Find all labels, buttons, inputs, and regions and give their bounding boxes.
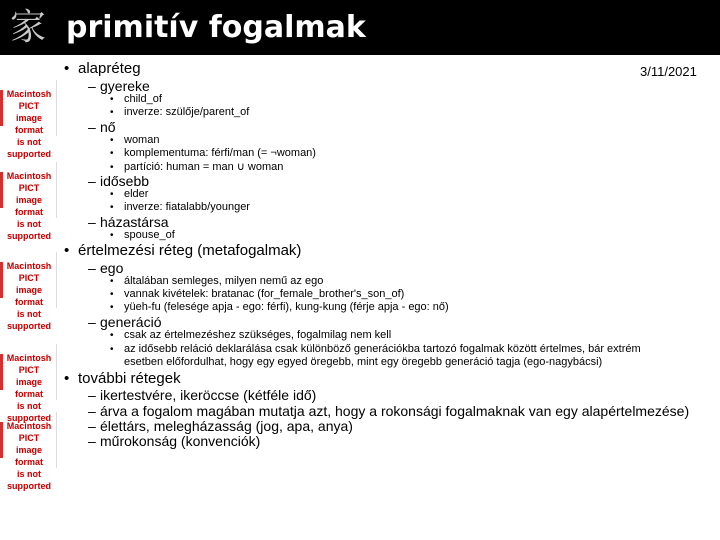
outline-item-l3: • vannak kivételek: bratanac (for_female_brother's_son_of) xyxy=(110,288,405,300)
placeholder-text: Macintosh PICT image format is not supported xyxy=(6,421,52,491)
placeholder-text: Macintosh PICT image format is not supported xyxy=(6,89,52,159)
pict-placeholder-5 xyxy=(0,412,57,491)
outline-item-l1: • alapréteg xyxy=(64,60,141,77)
outline-item-l2: – ego xyxy=(88,260,124,276)
outline-item-l3: • elder xyxy=(110,188,149,200)
outline-item-l3: • az idősebb reláció deklarálása csak különböző generációkba tartozó fogalmak között értelmes, bár extrém xyxy=(110,343,641,355)
outline-item-l3: • spouse_of xyxy=(110,229,175,241)
outline-item-l3-continuation: esetben előfordulhat, hogy egy egyed öregebb, mint egy öregebb generáció tagja (ego-nagybácsi) xyxy=(124,356,603,368)
outline-item-l3: • inverze: fiatalabb/younger xyxy=(110,201,250,213)
outline-item-l3: • woman xyxy=(110,134,160,146)
outline-item-l3: • általában semleges, milyen nemű az ego xyxy=(110,275,324,287)
placeholder-text: Macintosh PICT image format is not supported xyxy=(6,261,52,331)
outline-item-l3: • komplementuma: férfi/man (= ¬woman) xyxy=(110,147,316,159)
outline-item-l3: • inverze: szülője/parent_of xyxy=(110,106,250,118)
outline-item-l2: – nő xyxy=(88,119,116,135)
outline-item-l2: – élettárs, melegházasság (jog, apa, anya) xyxy=(88,418,353,434)
outline-item-l2: – ikertestvére, ikeröccse (kétféle idő) xyxy=(88,387,317,403)
pict-placeholder-2 xyxy=(0,162,57,241)
placeholder-text: Macintosh PICT image format is not supported xyxy=(6,353,52,423)
outline-item-l2: – gyereke xyxy=(88,78,150,94)
placeholder-text: Macintosh PICT image format is not supported xyxy=(6,171,52,241)
page-title: primitív fogalmak xyxy=(66,10,366,45)
pict-placeholder-3 xyxy=(0,252,57,331)
outline-item-l2: – műrokonság (konvenciók) xyxy=(88,433,261,449)
outline-item-l1: • értelmezési réteg (metafogalmak) xyxy=(64,242,302,259)
title-bar xyxy=(0,0,720,55)
slide-date: 3/11/2021 xyxy=(640,64,697,79)
pict-placeholder-4 xyxy=(0,344,57,423)
outline-item-l3: • partíció: human = man ∪ woman xyxy=(110,161,284,173)
outline-item-l2: – generáció xyxy=(88,314,162,330)
outline-item-l2: – árva a fogalom magában mutatja azt, hogy a rokonsági fogalmaknak van egy alapértelmezése) xyxy=(88,403,690,419)
outline-item-l2: – házastársa xyxy=(88,214,169,230)
pict-placeholder-1 xyxy=(0,80,57,159)
outline-item-l2: – idősebb xyxy=(88,173,150,189)
house-glyph-icon: 家 xyxy=(9,7,46,48)
outline-item-l3: • csak az értelmezéshez szükséges, fogalmilag nem kell xyxy=(110,329,392,341)
outline-item-l3: • yüeh-fu (felesége apja - ego: férfi), kung-kung (férje apja - ego: nő) xyxy=(110,301,449,313)
outline-item-l1: • további rétegek xyxy=(64,370,181,387)
outline-item-l3: • child_of xyxy=(110,93,162,105)
